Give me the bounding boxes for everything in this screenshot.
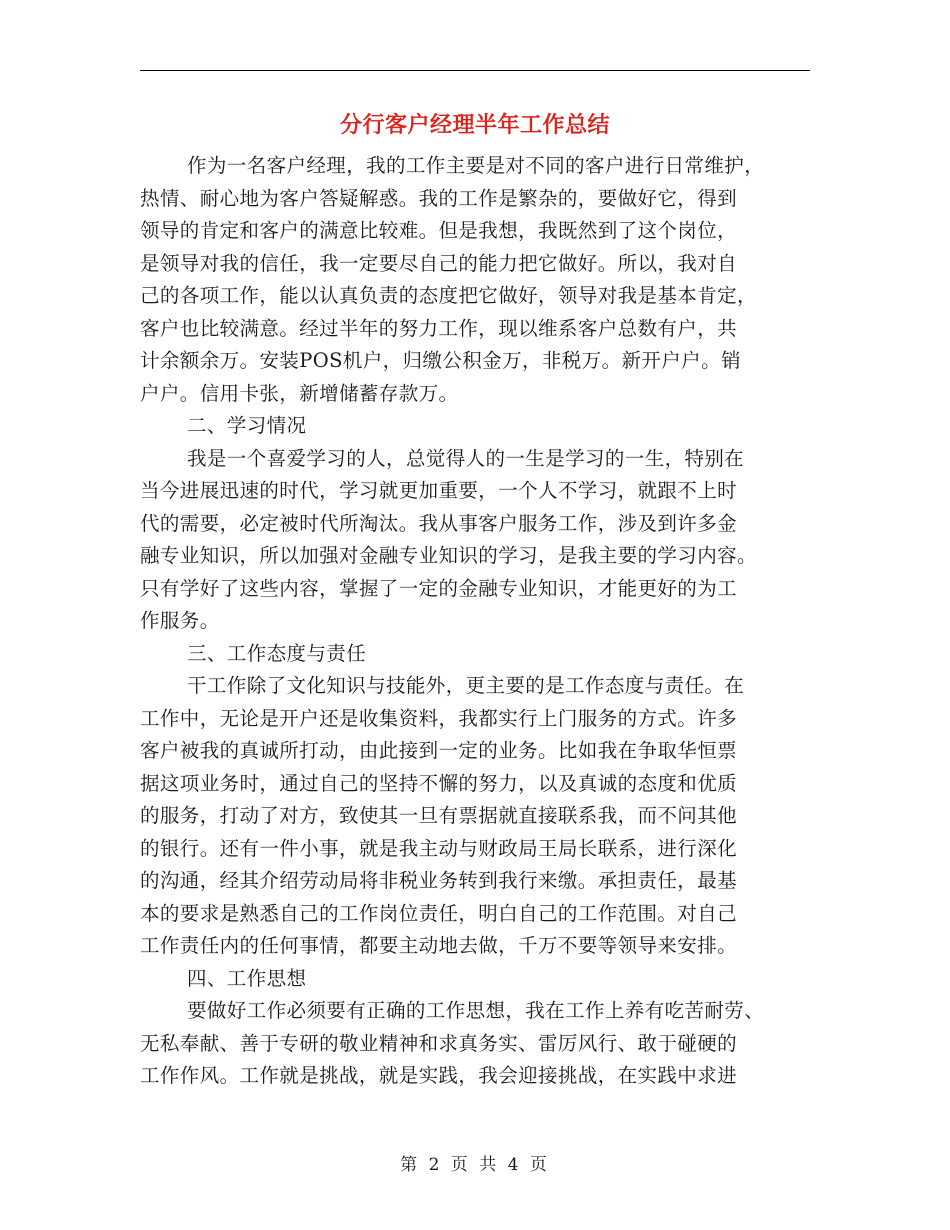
page-number: 第 2 页 共 4 页 (400, 1155, 550, 1175)
text-line: 作为一名客户经理，我的工作主要是对不同的客户进行日常维护， (187, 154, 765, 177)
text-line: 客户被我的真诚所打动，由此接到一定的业务。比如我在争取华恒票 (140, 739, 738, 762)
text-line: 我是一个喜爱学习的人，总觉得人的一生是学习的一生，特别在 (187, 446, 745, 470)
text-line: 是领导对我的信任，我一定要尽自己的能力把它做好。所以，我对自 (140, 251, 738, 275)
text-line: 己的各项工作，能以认真负责的态度把它做好，领导对我是基本肯定， (140, 284, 757, 307)
document-body (140, 150, 810, 1093)
text-line: 的沟通，经其介绍劳动局将非税业务转到我行来缴。承担责任，最基 (140, 869, 738, 892)
text-line: 融专业知识，所以加强对金融专业知识的学习，是我主要的学习内容。 (140, 544, 757, 567)
text-line: 代的需要，必定被时代所淘汰。我从事客户服务工作，涉及到许多金 (140, 511, 738, 535)
text-line: 的银行。还有一件小事，就是我主动与财政局王局长联系，进行深化 (140, 836, 738, 860)
text-line: 热情、耐心地为客户答疑解惑。我的工作是繁杂的，要做好它，得到 (140, 186, 738, 210)
text-line: 工作中，无论是开户还是收集资料，我都实行上门服务的方式。许多 (140, 706, 738, 730)
document-title: 分行客户经理半年工作总结 (339, 112, 610, 138)
text-line: 工作责任内的任何事情，都要主动地去做，千万不要等领导来安排。 (140, 934, 738, 957)
text-line: 工作作风。工作就是挑战，就是实践，我会迎接挑战，在实践中求进 (140, 1064, 738, 1087)
text-line: 三、工作态度与责任 (187, 641, 367, 665)
text-line: 领导的肯定和客户的满意比较难。但是我想，我既然到了这个岗位， (140, 219, 738, 242)
text-line: 本的要求是熟悉自己的工作岗位责任，明白自己的工作范围。对自己 (140, 901, 738, 925)
text-line: 据这项业务时，通过自己的坚持不懈的努力，以及真诚的态度和优质 (140, 771, 738, 795)
text-line: 当今进展迅速的时代，学习就更加重要，一个人不学习，就跟不上时 (140, 479, 738, 502)
text-line: 的服务，打动了对方，致使其一旦有票据就直接联系我，而不问其他 (140, 804, 738, 827)
text-line: 干工作除了文化知识与技能外，更主要的是工作态度与责任。在 (187, 674, 745, 697)
text-line: 客户也比较满意。经过半年的努力工作，现以维系客户总数有户，共 (140, 316, 738, 340)
text-line: 要做好工作必须要有正确的工作思想，我在工作上养有吃苦耐劳、 (187, 999, 765, 1022)
text-line: 计余额余万。安装POS机户，归缴公积金万，非税万。新开户户。销 (140, 349, 741, 372)
text-line: 户户。信用卡张，新增储蓄存款万。 (140, 381, 459, 405)
text-line: 作服务。 (140, 609, 220, 632)
text-line: 只有学好了这些内容，掌握了一定的金融专业知识，才能更好的为工 (140, 576, 738, 600)
text-line: 无私奉献、善于专研的敬业精神和求真务实、雷厉风行、敢于碰硬的 (140, 1031, 738, 1055)
text-line: 四、工作思想 (187, 966, 307, 990)
header-rule (140, 70, 810, 71)
text-line: 二、学习情况 (187, 414, 307, 437)
